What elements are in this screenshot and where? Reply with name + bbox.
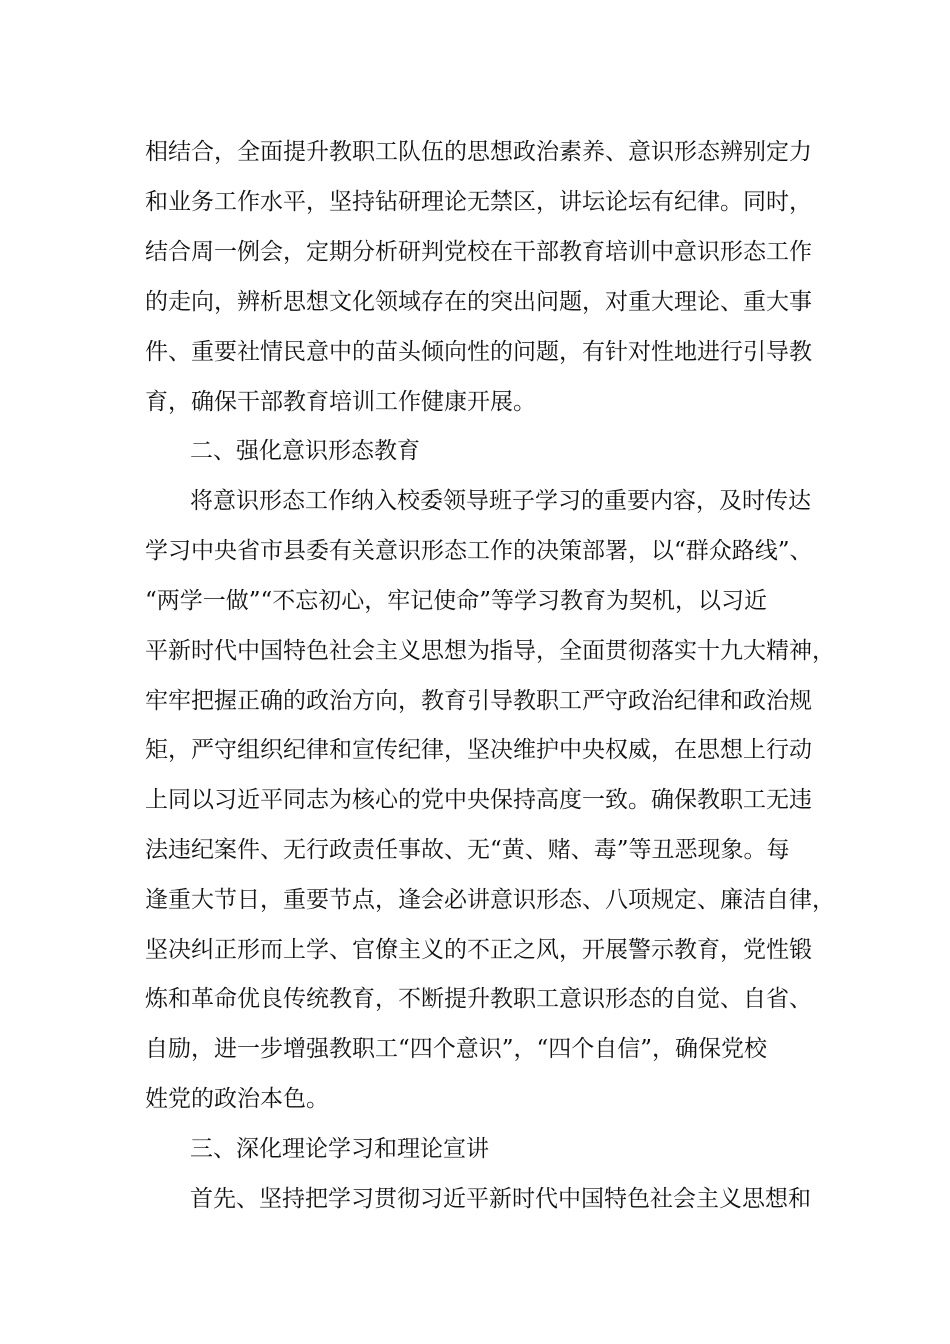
text-line: 炼和革命优良传统教育，不断提升教职工意识形态的自觉、自省、 (145, 986, 812, 1012)
text-line: 坚决纠正形而上学、官僚主义的不正之风，开展警示教育，党性锻 (145, 937, 812, 963)
text-line: 姓党的政治本色。 (145, 1086, 329, 1112)
text-line: “两学一做”“不忘初心，牢记使命”等学习教育为契机，以习近 (145, 588, 768, 614)
text-line: 逢重大节日，重要节点，逢会必讲意识形态、八项规定、廉洁自律， (145, 887, 835, 913)
paragraph-first-line: 首先、坚持把学习贯彻习近平新时代中国特色社会主义思想和 (190, 1186, 811, 1212)
text-line: 相结合，全面提升教职工队伍的思想政治素养、意识形态辨别定力 (145, 139, 812, 165)
text-line: 学习中央省市县委有关意识形态工作的决策部署，以“群众路线”、 (145, 538, 813, 564)
text-line: 平新时代中国特色社会主义思想为指导，全面贯彻落实十九大精神， (145, 638, 835, 664)
section-heading: 三、深化理论学习和理论宣讲 (190, 1136, 489, 1162)
text-line: 件、重要社情民意中的苗头倾向性的问题，有针对性地进行引导教 (145, 339, 812, 365)
text-line: 牢牢把握正确的政治方向，教育引导教职工严守政治纪律和政治规 (145, 688, 812, 714)
text-line: 矩，严守组织纪律和宣传纪律，坚决维护中央权威，在思想上行动 (145, 737, 812, 763)
text-line: 结合周一例会，定期分析研判党校在干部教育培训中意识形态工作 (145, 239, 812, 265)
section-heading: 二、强化意识形态教育 (190, 438, 420, 464)
text-line: 上同以习近平同志为核心的党中央保持高度一致。确保教职工无违 (145, 787, 812, 813)
text-line: 自励，进一步增强教职工“四个意识”，“四个自信”，确保党校 (145, 1036, 768, 1062)
paragraph-first-line: 将意识形态工作纳入校委领导班子学习的重要内容，及时传达 (190, 488, 811, 514)
text-line: 法违纪案件、无行政责任事故、无“黄、赌、毒”等丑恶现象。每 (145, 837, 790, 863)
text-line: 和业务工作水平，坚持钻研理论无禁区，讲坛论坛有纪律。同时， (145, 189, 812, 215)
text-line: 的走向，辨析思想文化领域存在的突出问题，对重大理论、重大事 (145, 289, 812, 315)
text-line: 育，确保干部教育培训工作健康开展。 (145, 389, 536, 415)
